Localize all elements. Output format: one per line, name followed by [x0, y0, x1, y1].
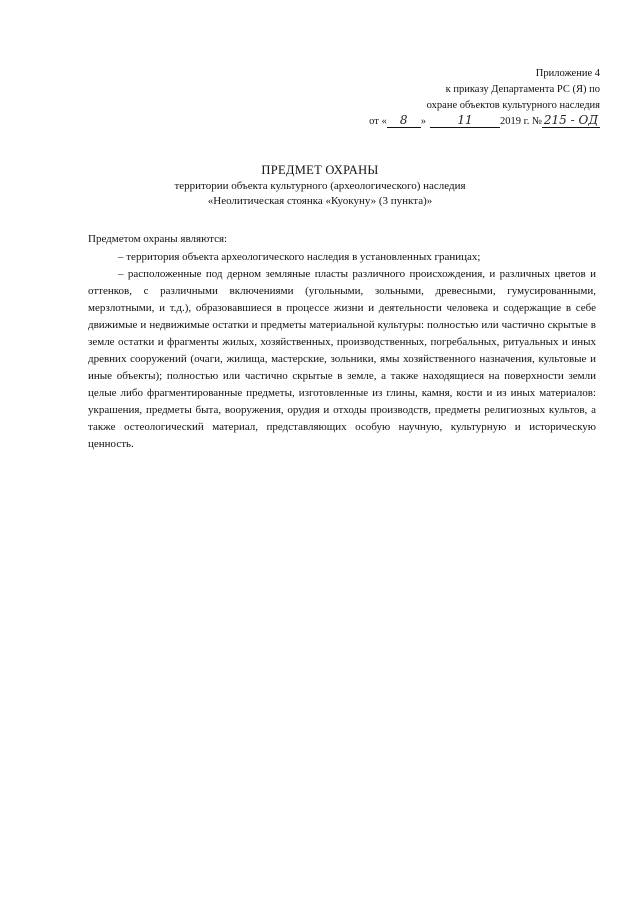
body-intro: Предметом охраны являются:	[88, 233, 228, 245]
title-block	[0, 162, 640, 209]
date-prefix: от «	[369, 116, 387, 127]
order-number-handwritten: 215 - ОД	[543, 113, 599, 127]
body-item-layers: – расположенные под дерном земляные пласты различного происхождения, и различных цветов и оттенков, с различными включениями (угольными, зольными, древесными, гумусированными, мерзлотными, и т.д.), образовавшиеся в процессе жизни и деятельности человека и содержащие в себе движимые и недвижимые остатки и предметы материальной культуры: полностью или частично скрытые в земле остатки и фрагменты жилых, хозяйственных, производственных, погребальных, ритуальных и иных древних сооружений (очаги, жилища, мастерские, зольники, ямы хозяйственного назначения, культовые и иные объекты); полностью или частично скрытые в земле, а также находящиеся на поверхности земли целые либо фрагментированные предметы, изготовленные из глины, камня, кости и из иных материалов: украшения, предметы быта, вооружения, орудия и отходы производств, предметы религиозных культов, а также остеологический материал, представляющих особую научную, культурную и историческую ценность.	[88, 268, 596, 450]
order-month-handwritten: 11	[430, 114, 500, 128]
date-mid: »	[420, 116, 426, 127]
body-item-territory: – территория объекта археологического наследия в установленных границах;	[118, 251, 481, 263]
order-reference: к приказу Департамента РС (Я) по	[445, 84, 600, 95]
order-date-line	[340, 114, 600, 130]
department-name: охране объектов культурного наследия	[426, 100, 600, 111]
appendix-header	[340, 66, 600, 130]
appendix-label: Приложение 4	[535, 68, 600, 79]
order-day-handwritten: 8	[387, 114, 421, 128]
title-line-1: территории объекта культурного (археологического) наследия	[174, 180, 466, 192]
order-year-number-label: 2019 г. №	[499, 116, 542, 127]
document-title: ПРЕДМЕТ ОХРАНЫ	[261, 163, 379, 177]
document-body	[88, 231, 596, 453]
title-line-2: «Неолитическая стоянка «Куокуну» (3 пункта)»	[207, 195, 433, 207]
